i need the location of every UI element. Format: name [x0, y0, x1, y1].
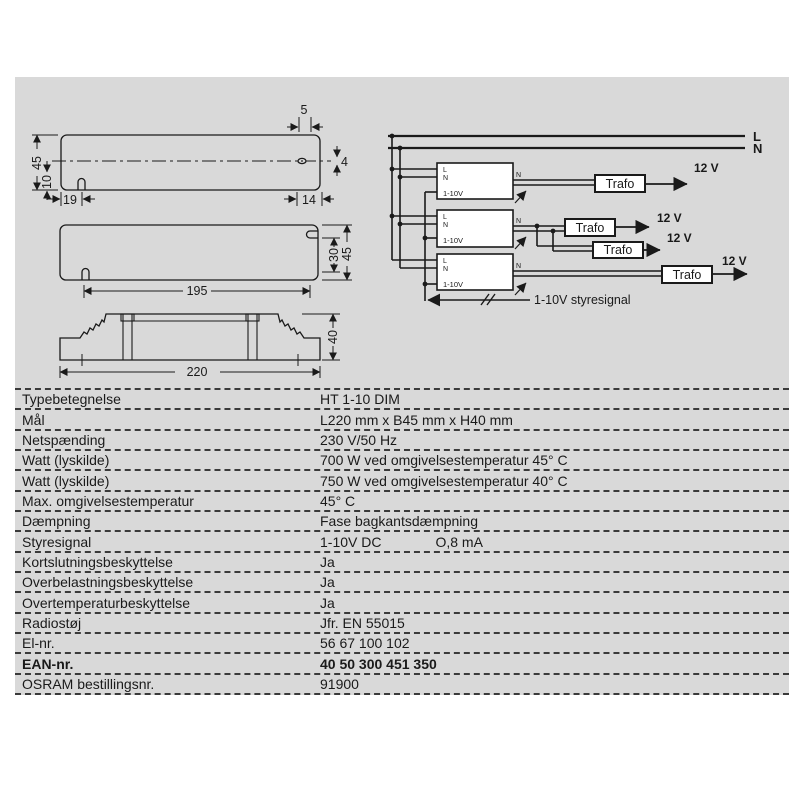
spec-label: Overtemperaturbeskyttelse [22, 594, 191, 611]
spec-value: Ja [320, 574, 335, 591]
table-row [15, 410, 789, 430]
spec-label: Typebetegnelse [22, 391, 121, 408]
spec-label: Netspænding [22, 431, 106, 448]
unit2-ctrl-label: 1-10V [443, 236, 464, 245]
dim-label-19: 19 [63, 193, 77, 207]
table-row [15, 512, 789, 532]
dim-label-14: 14 [302, 193, 316, 207]
table-row [15, 675, 789, 695]
table-row [15, 553, 789, 573]
spec-label: Dæmpning [22, 513, 91, 530]
trafo1-label: Trafo [605, 177, 635, 191]
spec-value: 45° C [320, 492, 356, 509]
unit3-l-label: L [443, 258, 447, 265]
unit2-n-label: N [443, 222, 449, 229]
spec-label: Watt (lyskilde) [22, 472, 110, 489]
spec-label: Radiostøj [22, 614, 82, 631]
output-12v-label-4: 12 V [722, 254, 747, 268]
spec-value: 91900 [320, 675, 359, 692]
spec-value: Jfr. EN 55015 [320, 614, 405, 631]
mains-l-label: L [753, 129, 761, 144]
dim-label-30: 30 [327, 248, 341, 262]
top-view-drawing [30, 103, 348, 207]
side-view-drawing [60, 314, 340, 379]
dim-label-5: 5 [300, 103, 308, 117]
table-row [15, 431, 789, 451]
table-row [15, 573, 789, 593]
spec-label: Max. omgivelsestemperatur [22, 492, 194, 509]
spec-table [15, 388, 789, 695]
dim-label-45b: 45 [340, 247, 354, 261]
table-row [15, 614, 789, 634]
spec-label: El-nr. [22, 635, 55, 652]
spec-value: Fase bagkantsdæmpning [320, 513, 478, 530]
dim-label-40: 40 [326, 330, 340, 344]
table-row [15, 390, 789, 410]
spec-value-extra: O,8 mA [435, 533, 483, 550]
spec-value: 750 W ved omgivelsestemperatur 40° C [320, 472, 568, 489]
table-row [15, 593, 789, 613]
spec-label: Watt (lyskilde) [22, 452, 110, 469]
table-row [15, 634, 789, 654]
unit1-out-n-label: N [516, 172, 522, 179]
spec-label: Mål [22, 411, 45, 428]
trafo4-label: Trafo [672, 268, 702, 282]
output-12v-label-3: 12 V [667, 231, 692, 245]
unit3-out-n-label: N [516, 263, 522, 270]
unit2-out-n-label: N [516, 218, 522, 225]
dim-label-10: 10 [40, 175, 54, 189]
output-12v-label-2: 12 V [657, 211, 682, 225]
spec-value: L220 mm x B45 mm x H40 mm [320, 411, 513, 428]
spec-label: OSRAM bestillingsnr. [22, 675, 155, 692]
unit1-ctrl-label: 1-10V [443, 189, 464, 198]
front-view-drawing [60, 225, 354, 298]
spec-label: EAN-nr. [22, 655, 74, 672]
dim-label-220: 220 [186, 365, 208, 379]
spec-value: 700 W ved omgivelsestemperatur 45° C [320, 452, 568, 469]
trafo2-label: Trafo [575, 221, 605, 235]
unit3-n-label: N [443, 266, 449, 273]
spec-label: Overbelastningsbeskyttelse [22, 574, 194, 591]
spec-value: HT 1-10 DIM [320, 391, 400, 408]
spec-value: Ja [320, 553, 335, 570]
spec-value: 56 67 100 102 [320, 635, 410, 652]
unit2-l-label: L [443, 214, 447, 221]
spec-label: Styresignal [22, 533, 92, 550]
spec-value: 230 V/50 Hz [320, 431, 398, 448]
control-signal-label: 1-10V styresignal [534, 293, 631, 307]
dim-label-45: 45 [30, 156, 44, 170]
trafo3-label: Trafo [603, 243, 633, 257]
unit3-ctrl-label: 1-10V [443, 280, 464, 289]
spec-value: Ja [320, 594, 335, 611]
dim-label-195: 195 [186, 284, 208, 298]
unit1-n-label: N [443, 175, 449, 182]
spec-value: 1-10V DC O,8 mA [320, 533, 483, 550]
table-row [15, 492, 789, 512]
spec-label: Kortslutningsbeskyttelse [22, 553, 173, 570]
spec-value: 40 50 300 451 350 [320, 655, 437, 672]
unit1-l-label: L [443, 167, 447, 174]
table-row [15, 532, 789, 552]
output-12v-label-1: 12 V [694, 161, 719, 175]
table-row [15, 451, 789, 471]
mains-n-label: N [753, 141, 763, 156]
dim-label-4: 4 [341, 155, 348, 169]
table-row [15, 471, 789, 491]
table-row-ean [15, 654, 789, 674]
wiring-diagram [388, 129, 762, 307]
